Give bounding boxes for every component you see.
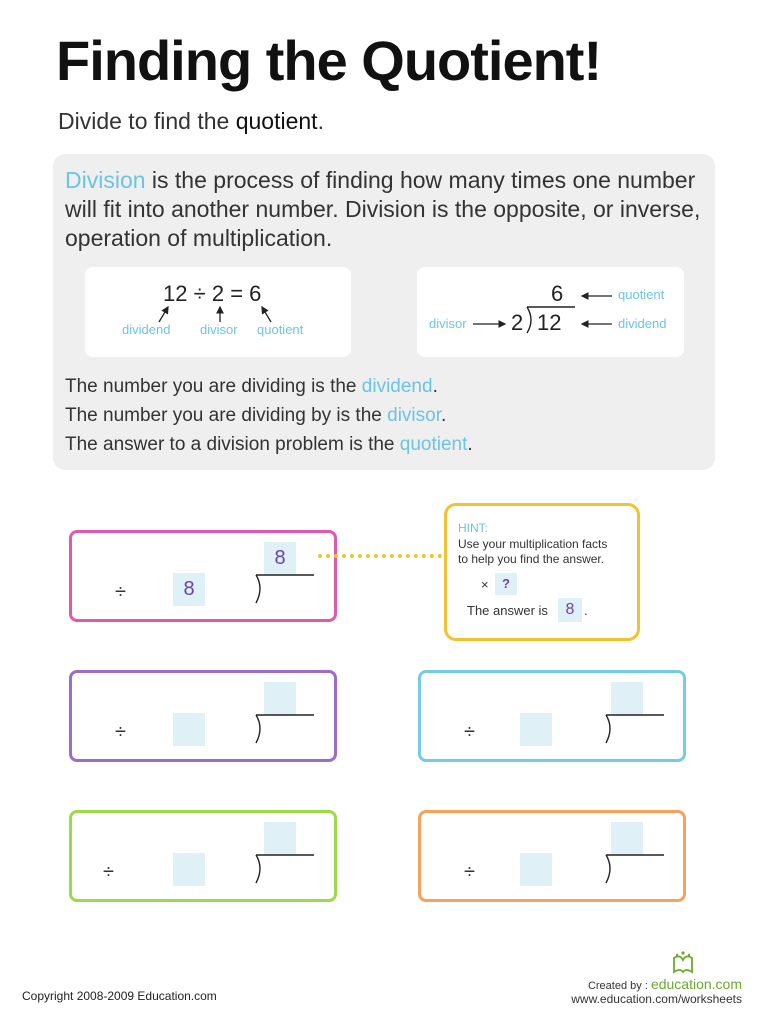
eq-divide-sign: ÷ — [193, 281, 206, 306]
brand-name: education.com — [650, 976, 742, 992]
eq-dividend: 12 — [163, 281, 188, 306]
division-sign: ÷ — [115, 721, 126, 743]
page-title: Finding the Quotient! — [56, 29, 602, 92]
divisor-input-slot[interactable] — [173, 853, 205, 886]
copyright: Copyright 2008-2009 Education.com — [22, 989, 217, 1003]
division-sign: ÷ — [103, 861, 114, 883]
example-equation-card — [85, 267, 351, 357]
hint-heading: HINT: — [458, 521, 488, 535]
hint-answer-end: . — [584, 603, 588, 618]
ld-label-divisor: divisor — [429, 316, 467, 331]
ld-quotient: 6 — [551, 281, 564, 306]
exercise-box-purple — [69, 670, 337, 762]
long-division-bracket — [604, 713, 666, 747]
instructions-prefix: Divide to find the — [58, 108, 236, 134]
fact-divisor: The number you are dividing by is the divisor. — [65, 405, 447, 426]
eq-quotient: 6 — [249, 281, 262, 306]
quotient-input-slot[interactable] — [264, 822, 296, 855]
definition-panel — [53, 154, 715, 470]
quotient-input-slot[interactable] — [611, 682, 643, 715]
divisor-input-slot[interactable] — [520, 853, 552, 886]
instructions-suffix: . — [317, 108, 324, 134]
eq-divisor: 2 — [211, 281, 225, 306]
hint-connector — [318, 554, 442, 558]
exercise-example-box — [69, 530, 337, 622]
hint-unknown-slot: ? — [495, 573, 517, 595]
label-dividend: dividend — [122, 322, 171, 337]
exercise-box-green — [69, 810, 337, 902]
eq-equals-sign: = — [230, 281, 244, 306]
vocabulary-list — [65, 372, 473, 459]
hint-times-sign: × — [481, 577, 489, 592]
term-quotient: quotient — [399, 434, 468, 455]
divisor-answer-slot[interactable]: 8 — [173, 573, 205, 606]
label-divisor: divisor — [200, 322, 238, 337]
exercise-box-orange — [418, 810, 686, 902]
ld-dividend: 12 — [537, 310, 562, 335]
division-sign: ÷ — [115, 581, 126, 603]
hint-box — [444, 503, 640, 641]
quotient-input-slot[interactable] — [264, 682, 296, 715]
division-sign: ÷ — [464, 861, 475, 883]
instructions — [58, 108, 324, 135]
definition-body: is the process of finding how many times one number will fit into another number. Division is the opposite, or inverse, operation of multiplication. — [65, 167, 701, 251]
created-by-label: Created by : — [587, 980, 648, 992]
ld-label-dividend: dividend — [618, 316, 667, 331]
exercise-box-cyan — [418, 670, 686, 762]
instructions-keyword: quotient — [235, 108, 318, 134]
example-long-division-card — [417, 267, 684, 357]
long-division-bracket — [254, 573, 316, 607]
label-quotient: quotient — [257, 322, 304, 337]
definition-text — [65, 166, 705, 253]
long-division-bracket — [254, 853, 316, 887]
footer-credits — [571, 976, 742, 1006]
fact-dividend: The number you are dividing is the dividend. — [65, 376, 438, 397]
book-logo-icon — [668, 950, 698, 978]
fact-quotient: The answer to a division problem is the quotient. — [65, 434, 473, 455]
footer-url[interactable]: www.education.com/worksheets — [571, 992, 742, 1006]
divisor-input-slot[interactable] — [173, 713, 205, 746]
term-dividend: dividend — [361, 376, 433, 397]
long-division-bracket — [254, 713, 316, 747]
hint-answer-label: The answer is — [467, 603, 548, 618]
divisor-input-slot[interactable] — [520, 713, 552, 746]
long-division-bracket — [604, 853, 666, 887]
example-arrows — [85, 267, 351, 357]
hint-text: Use your multiplication facts to help you find the answer. — [458, 537, 608, 566]
quotient-input-slot[interactable] — [611, 822, 643, 855]
hint-answer-slot: 8 — [558, 598, 582, 622]
ld-divisor: 2 — [511, 310, 524, 335]
division-sign: ÷ — [464, 721, 475, 743]
quotient-answer-slot[interactable]: 8 — [264, 542, 296, 575]
ld-label-quotient: quotient — [618, 287, 665, 302]
term-divisor: divisor — [387, 405, 441, 426]
definition-term: Division — [65, 167, 146, 193]
long-division-marks — [417, 267, 684, 357]
